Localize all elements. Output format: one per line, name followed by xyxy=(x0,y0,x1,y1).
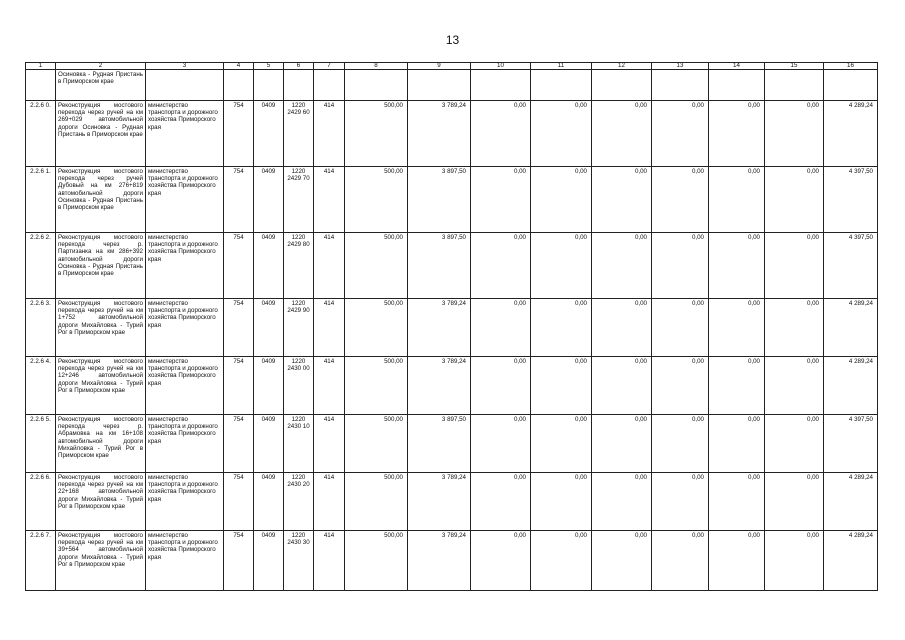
table-cell-c5: 0409 xyxy=(254,101,284,167)
table-cell-c12: 0,00 xyxy=(592,415,652,473)
table-cell-c13: 0,00 xyxy=(652,233,709,299)
table-cell-c10: 0,00 xyxy=(471,357,531,415)
table-cell xyxy=(471,70,531,101)
table-cell-c8: 500,00 xyxy=(345,299,408,357)
table-cell-c16: 4 289,24 xyxy=(824,299,878,357)
table-cell-c6: 1220 2429 80 xyxy=(284,233,314,299)
page-number: 13 xyxy=(445,33,460,47)
table-cell-c8: 500,00 xyxy=(345,357,408,415)
table-cell-c13: 0,00 xyxy=(652,531,709,591)
header-cell: 7 xyxy=(314,63,345,70)
table-cell-c6: 1220 2429 60 xyxy=(284,101,314,167)
table-cell-c6: 1220 2430 10 xyxy=(284,415,314,473)
table-cell-c11: 0,00 xyxy=(531,101,592,167)
table-cell xyxy=(824,70,878,101)
table-cell xyxy=(224,70,254,101)
header-cell: 2 xyxy=(56,63,146,70)
table-cell-c11: 0,00 xyxy=(531,415,592,473)
table-cell-c15: 0,00 xyxy=(765,357,824,415)
table-cell-c4: 754 xyxy=(224,415,254,473)
table-cell-c9: 3 897,50 xyxy=(408,415,471,473)
table-cell-c16: 4 289,24 xyxy=(824,531,878,591)
table-cell-c13: 0,00 xyxy=(652,299,709,357)
table-row xyxy=(26,101,878,167)
table-cell-c12: 0,00 xyxy=(592,531,652,591)
table-cell-org: министерство транспорта и дорожного хозяйства Приморского края xyxy=(146,233,224,299)
header-cell: 16 xyxy=(824,63,878,70)
table-cell-c10: 0,00 xyxy=(471,415,531,473)
table-cell xyxy=(284,70,314,101)
table-cell-c9: 3 789,24 xyxy=(408,531,471,591)
table-cell-num: 2.2.6 6. xyxy=(26,473,56,531)
continuation-row xyxy=(26,70,878,101)
table-cell-c9: 3 789,24 xyxy=(408,357,471,415)
table-cell-c16: 4 397,50 xyxy=(824,233,878,299)
header-cell: 10 xyxy=(471,63,531,70)
table-cell-c13: 0,00 xyxy=(652,415,709,473)
table-cell: Осиновка - Рудная Пристань в Приморском крае xyxy=(56,70,146,101)
table-cell-desc: Реконструкция мостового перехода через ручей на км 12+246 автомобильной дороги Михайловка - Турий Рог в Приморском крае xyxy=(56,357,146,415)
table-cell-c16: 4 397,50 xyxy=(824,415,878,473)
table-cell xyxy=(592,70,652,101)
table-row xyxy=(26,357,878,415)
table-cell-c10: 0,00 xyxy=(471,299,531,357)
table-cell-c8: 500,00 xyxy=(345,233,408,299)
header-cell: 9 xyxy=(408,63,471,70)
table-cell-c15: 0,00 xyxy=(765,101,824,167)
table-cell-c5: 0409 xyxy=(254,415,284,473)
table-cell-c12: 0,00 xyxy=(592,167,652,233)
table-cell-c15: 0,00 xyxy=(765,531,824,591)
header-cell: 5 xyxy=(254,63,284,70)
table-cell-c11: 0,00 xyxy=(531,233,592,299)
table-row xyxy=(26,167,878,233)
table-cell-c11: 0,00 xyxy=(531,473,592,531)
table-cell-c4: 754 xyxy=(224,473,254,531)
table-cell-desc: Реконструкция мостового перехода через ручей на км 22+168 автомобильной дороги Михайловка - Турий Рог в Приморском крае xyxy=(56,473,146,531)
table-cell-c12: 0,00 xyxy=(592,101,652,167)
table-cell-num: 2.2.6 4. xyxy=(26,357,56,415)
table-cell-c14: 0,00 xyxy=(709,531,765,591)
table-cell-num: 2.2.6 7. xyxy=(26,531,56,591)
header-cell: 8 xyxy=(345,63,408,70)
table-cell-c15: 0,00 xyxy=(765,415,824,473)
table-row xyxy=(26,233,878,299)
table-cell-num: 2.2.6 1. xyxy=(26,167,56,233)
table-cell xyxy=(254,70,284,101)
table-cell-c9: 3 897,50 xyxy=(408,167,471,233)
table-cell-c5: 0409 xyxy=(254,167,284,233)
table-cell-c6: 1220 2430 30 xyxy=(284,531,314,591)
table-cell-c4: 754 xyxy=(224,357,254,415)
table-body xyxy=(26,63,878,591)
table-cell-c11: 0,00 xyxy=(531,357,592,415)
table-cell-c14: 0,00 xyxy=(709,299,765,357)
table-cell-c4: 754 xyxy=(224,167,254,233)
budget-table xyxy=(25,62,878,591)
table-cell-c4: 754 xyxy=(224,299,254,357)
table-cell-c11: 0,00 xyxy=(531,167,592,233)
table-cell-c7: 414 xyxy=(314,101,345,167)
table-cell-c10: 0,00 xyxy=(471,167,531,233)
table-cell-c14: 0,00 xyxy=(709,101,765,167)
table-cell-desc: Реконструкция мостового перехода через р. Абрамовка на км 16+108 автомобильной дороги Михайловка - Турий Рог в Приморском крае xyxy=(56,415,146,473)
table-cell-c7: 414 xyxy=(314,167,345,233)
table-cell-c12: 0,00 xyxy=(592,357,652,415)
table-cell-c10: 0,00 xyxy=(471,233,531,299)
table-cell-c16: 4 397,50 xyxy=(824,167,878,233)
table-cell-num: 2.2.6 0. xyxy=(26,101,56,167)
table-cell-c12: 0,00 xyxy=(592,233,652,299)
table-cell xyxy=(531,70,592,101)
table-cell xyxy=(314,70,345,101)
table-cell-c13: 0,00 xyxy=(652,473,709,531)
table-cell-c15: 0,00 xyxy=(765,167,824,233)
table-cell-c14: 0,00 xyxy=(709,357,765,415)
header-cell: 12 xyxy=(592,63,652,70)
table-cell-c13: 0,00 xyxy=(652,357,709,415)
table-cell-c12: 0,00 xyxy=(592,299,652,357)
table-cell-c14: 0,00 xyxy=(709,233,765,299)
table-cell-org: министерство транспорта и дорожного хозяйства Приморского края xyxy=(146,101,224,167)
table-cell-c14: 0,00 xyxy=(709,473,765,531)
table-row xyxy=(26,473,878,531)
table-cell-c5: 0409 xyxy=(254,233,284,299)
table-cell-c5: 0409 xyxy=(254,357,284,415)
table-cell-c8: 500,00 xyxy=(345,415,408,473)
table-cell-c7: 414 xyxy=(314,531,345,591)
table-cell-c13: 0,00 xyxy=(652,167,709,233)
header-cell: 15 xyxy=(765,63,824,70)
header-cell: 1 xyxy=(26,63,56,70)
table-cell-c15: 0,00 xyxy=(765,233,824,299)
table-cell-org: министерство транспорта и дорожного хозяйства Приморского края xyxy=(146,473,224,531)
table-cell-c15: 0,00 xyxy=(765,299,824,357)
header-cell: 13 xyxy=(652,63,709,70)
table-cell-c16: 4 289,24 xyxy=(824,473,878,531)
table-cell-org: министерство транспорта и дорожного хозяйства Приморского края xyxy=(146,299,224,357)
table-cell-c9: 3 789,24 xyxy=(408,473,471,531)
table-cell-desc: Реконструкция мостового перехода через ручей Дубовый на км 276+819 автомобильной дороги Осиновка - Рудная Пристань в Приморском крае xyxy=(56,167,146,233)
header-row xyxy=(26,63,878,70)
table-row xyxy=(26,299,878,357)
table-cell-c5: 0409 xyxy=(254,299,284,357)
table-cell-num: 2.2.6 5. xyxy=(26,415,56,473)
table-cell xyxy=(652,70,709,101)
table-cell-c11: 0,00 xyxy=(531,299,592,357)
table-cell-c16: 4 289,24 xyxy=(824,357,878,415)
table-cell-org: министерство транспорта и дорожного хозяйства Приморского края xyxy=(146,357,224,415)
table-cell xyxy=(765,70,824,101)
table-cell-c13: 0,00 xyxy=(652,101,709,167)
table-cell-c9: 3 789,24 xyxy=(408,101,471,167)
table-cell-c7: 414 xyxy=(314,233,345,299)
table-cell-c14: 0,00 xyxy=(709,415,765,473)
table-cell-num: 2.2.6 3. xyxy=(26,299,56,357)
table-cell-c7: 414 xyxy=(314,473,345,531)
table-cell-c14: 0,00 xyxy=(709,167,765,233)
table-cell-c10: 0,00 xyxy=(471,101,531,167)
header-cell: 4 xyxy=(224,63,254,70)
table-cell-c4: 754 xyxy=(224,233,254,299)
table-cell xyxy=(709,70,765,101)
table-cell-c5: 0409 xyxy=(254,473,284,531)
table-cell-c10: 0,00 xyxy=(471,531,531,591)
table-cell-org: министерство транспорта и дорожного хозяйства Приморского края xyxy=(146,167,224,233)
table-cell-c8: 500,00 xyxy=(345,101,408,167)
table-cell xyxy=(408,70,471,101)
table-cell-c8: 500,00 xyxy=(345,167,408,233)
header-cell: 6 xyxy=(284,63,314,70)
table-cell-c7: 414 xyxy=(314,299,345,357)
header-cell: 3 xyxy=(146,63,224,70)
table-cell-org: министерство транспорта и дорожного хозяйства Приморского края xyxy=(146,531,224,591)
header-cell: 14 xyxy=(709,63,765,70)
table-cell xyxy=(26,70,56,101)
table-cell-c6: 1220 2430 00 xyxy=(284,357,314,415)
table-cell-c7: 414 xyxy=(314,415,345,473)
header-cell: 11 xyxy=(531,63,592,70)
table-cell-num: 2.2.6 2. xyxy=(26,233,56,299)
table-cell-c12: 0,00 xyxy=(592,473,652,531)
table-cell-c9: 3 789,24 xyxy=(408,299,471,357)
table-cell-desc: Реконструкция мостового перехода через ручей на км 269+029 автомобильной дороги Осиновка - Рудная Пристань в Приморском крае xyxy=(56,101,146,167)
table-cell-c7: 414 xyxy=(314,357,345,415)
table-cell-c5: 0409 xyxy=(254,531,284,591)
table-cell xyxy=(146,70,224,101)
table-row xyxy=(26,531,878,591)
table-cell-c15: 0,00 xyxy=(765,473,824,531)
table-cell-desc: Реконструкция мостового перехода через ручей на км 39+564 автомобильной дороги Михайловка - Турий Рог в Приморском крае xyxy=(56,531,146,591)
table-cell-c6: 1220 2430 20 xyxy=(284,473,314,531)
table-cell-c8: 500,00 xyxy=(345,531,408,591)
table-cell-c11: 0,00 xyxy=(531,531,592,591)
table-cell-desc: Реконструкция мостового перехода через ручей на км 1+752 автомобильной дороги Михайловка - Турий Рог в Приморском крае xyxy=(56,299,146,357)
table-cell-c16: 4 289,24 xyxy=(824,101,878,167)
table-cell-org: министерство транспорта и дорожного хозяйства Приморского края xyxy=(146,415,224,473)
table-row xyxy=(26,415,878,473)
table-cell-c9: 3 897,50 xyxy=(408,233,471,299)
table-cell-c10: 0,00 xyxy=(471,473,531,531)
table-cell-c6: 1220 2429 70 xyxy=(284,167,314,233)
table-cell-c4: 754 xyxy=(224,101,254,167)
table-cell-c4: 754 xyxy=(224,531,254,591)
table-cell-c6: 1220 2429 90 xyxy=(284,299,314,357)
table-cell-desc: Реконструкция мостового перехода через р. Партизанка на км 286+392 автомобильной дороги Осиновка - Рудная Пристань в Приморском крае xyxy=(56,233,146,299)
table-cell-c8: 500,00 xyxy=(345,473,408,531)
table-cell xyxy=(345,70,408,101)
